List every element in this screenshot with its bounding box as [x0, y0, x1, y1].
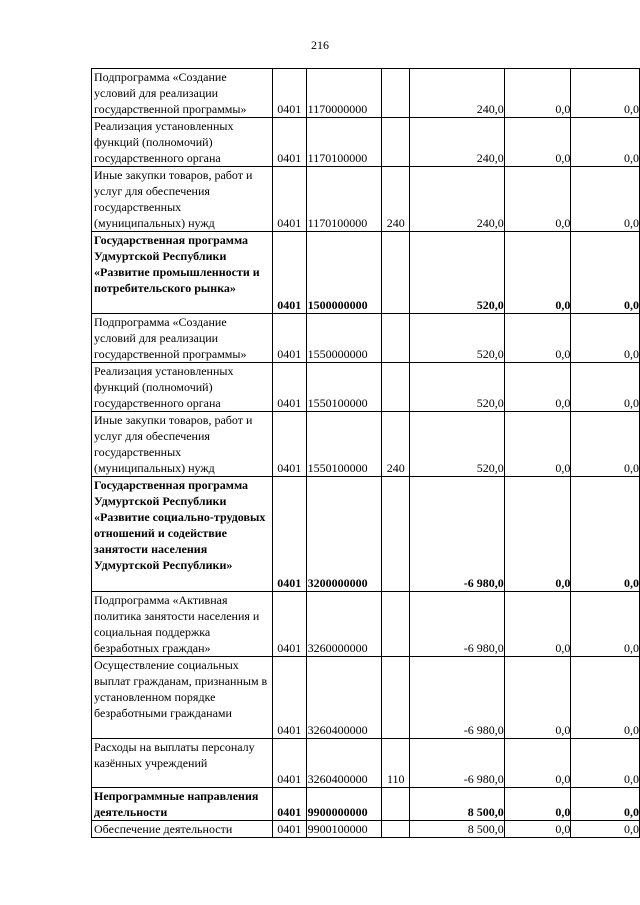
row-name: Осуществление социальных выплат гражданам, признанным в установленном порядке безработными гражданами: [92, 657, 273, 739]
amount-3: 0,0: [571, 118, 640, 167]
target-article-code: 9900100000: [306, 821, 382, 838]
row-name: Реализация установленных функций (полномочий) государственного органа: [92, 118, 273, 167]
amount-1: 240,0: [410, 69, 505, 118]
expense-type-code: 110: [382, 739, 410, 788]
page-number: 216: [311, 38, 329, 52]
amount-1: 240,0: [410, 167, 505, 232]
section-code: 0401: [272, 657, 306, 739]
section-code: 0401: [272, 788, 306, 821]
amount-1: 520,0: [410, 232, 505, 314]
row-name: Иные закупки товаров, работ и услуг для обеспечения государственных (муниципальных) нужд: [92, 412, 273, 477]
expense-type-code: [382, 821, 410, 838]
amount-2: 0,0: [504, 739, 571, 788]
row-name: Подпрограмма «Создание условий для реализации государственной программы»: [92, 69, 273, 118]
amount-1: 240,0: [410, 118, 505, 167]
table-row: [92, 118, 640, 167]
amount-3: 0,0: [571, 69, 640, 118]
amount-3: 0,0: [571, 592, 640, 657]
expense-type-code: [382, 657, 410, 739]
target-article-code: 9900000000: [306, 788, 382, 821]
section-code: 0401: [272, 739, 306, 788]
section-code: 0401: [272, 118, 306, 167]
target-article-code: 1170100000: [306, 167, 382, 232]
target-article-code: 1550100000: [306, 412, 382, 477]
target-article-code: 1550100000: [306, 363, 382, 412]
section-code: 0401: [272, 363, 306, 412]
row-name: Иные закупки товаров, работ и услуг для обеспечения государственных (муниципальных) нужд: [92, 167, 273, 232]
section-code: 0401: [272, 592, 306, 657]
section-code: 0401: [272, 69, 306, 118]
amount-3: 0,0: [571, 657, 640, 739]
budget-table-body: [92, 69, 640, 838]
amount-1: -6 980,0: [410, 739, 505, 788]
section-code: 0401: [272, 821, 306, 838]
row-name: Обеспечение деятельности: [92, 821, 273, 838]
row-name: Подпрограмма «Создание условий для реализации государственной программы»: [92, 314, 273, 363]
amount-3: 0,0: [571, 232, 640, 314]
section-code: 0401: [272, 167, 306, 232]
section-code: 0401: [272, 232, 306, 314]
row-name: Подпрограмма «Активная политика занятости населения и социальная поддержка безработных граждан»: [92, 592, 273, 657]
table-row: [92, 592, 640, 657]
expense-type-code: [382, 232, 410, 314]
row-name: Реализация установленных функций (полномочий) государственного органа: [92, 363, 273, 412]
table-row: [92, 739, 640, 788]
table-row: [92, 314, 640, 363]
table-row: [92, 232, 640, 314]
amount-3: 0,0: [571, 167, 640, 232]
amount-1: 8 500,0: [410, 821, 505, 838]
amount-3: 0,0: [571, 788, 640, 821]
expense-type-code: [382, 592, 410, 657]
expense-type-code: [382, 118, 410, 167]
target-article-code: 1170100000: [306, 118, 382, 167]
amount-3: 0,0: [571, 412, 640, 477]
target-article-code: 1170000000: [306, 69, 382, 118]
table-row: [92, 821, 640, 838]
target-article-code: 1500000000: [306, 232, 382, 314]
amount-1: 520,0: [410, 363, 505, 412]
expense-type-code: [382, 314, 410, 363]
amount-2: 0,0: [504, 657, 571, 739]
amount-3: 0,0: [571, 363, 640, 412]
target-article-code: 3260400000: [306, 739, 382, 788]
row-name: Непрограммные направления деятельности: [92, 788, 273, 821]
section-code: 0401: [272, 412, 306, 477]
budget-table: [91, 68, 640, 838]
table-row: [92, 788, 640, 821]
table-row: [92, 167, 640, 232]
amount-1: -6 980,0: [410, 657, 505, 739]
amount-1: 520,0: [410, 314, 505, 363]
table-row: [92, 657, 640, 739]
amount-2: 0,0: [504, 477, 571, 592]
table-row: [92, 363, 640, 412]
amount-3: 0,0: [571, 477, 640, 592]
section-code: 0401: [272, 314, 306, 363]
amount-2: 0,0: [504, 118, 571, 167]
expense-type-code: [382, 788, 410, 821]
amount-1: 8 500,0: [410, 788, 505, 821]
expense-type-code: 240: [382, 412, 410, 477]
table-row: [92, 69, 640, 118]
table-row: [92, 412, 640, 477]
amount-2: 0,0: [504, 788, 571, 821]
amount-2: 0,0: [504, 363, 571, 412]
expense-type-code: [382, 477, 410, 592]
amount-2: 0,0: [504, 821, 571, 838]
row-name: Государственная программа Удмуртской Республики «Развитие промышленности и потребительского рынка»: [92, 232, 273, 314]
amount-2: 0,0: [504, 69, 571, 118]
amount-3: 0,0: [571, 314, 640, 363]
amount-2: 0,0: [504, 412, 571, 477]
row-name: Государственная программа Удмуртской Республики «Развитие социально-трудовых отношений и содействие занятости населения Удмуртской Республики»: [92, 477, 273, 592]
target-article-code: 1550000000: [306, 314, 382, 363]
amount-1: 520,0: [410, 412, 505, 477]
table-row: [92, 477, 640, 592]
row-name: Расходы на выплаты персоналу казённых учреждений: [92, 739, 273, 788]
target-article-code: 3260000000: [306, 592, 382, 657]
target-article-code: 3200000000: [306, 477, 382, 592]
amount-2: 0,0: [504, 592, 571, 657]
amount-1: -6 980,0: [410, 592, 505, 657]
expense-type-code: 240: [382, 167, 410, 232]
section-code: 0401: [272, 477, 306, 592]
amount-1: -6 980,0: [410, 477, 505, 592]
target-article-code: 3260400000: [306, 657, 382, 739]
expense-type-code: [382, 363, 410, 412]
expense-type-code: [382, 69, 410, 118]
amount-3: 0,0: [571, 739, 640, 788]
amount-2: 0,0: [504, 314, 571, 363]
amount-2: 0,0: [504, 167, 571, 232]
amount-3: 0,0: [571, 821, 640, 838]
amount-2: 0,0: [504, 232, 571, 314]
